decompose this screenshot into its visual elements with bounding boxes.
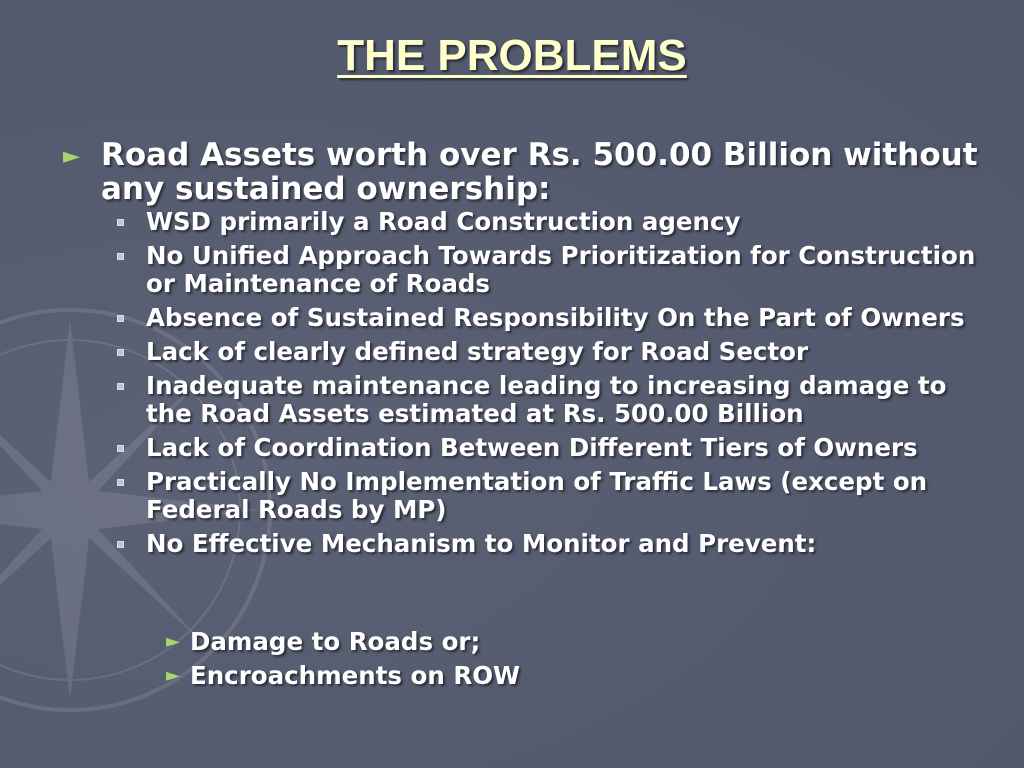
main-point-text: Road Assets worth over Rs. 500.00 Billion without any sustained ownership: xyxy=(101,137,978,207)
sub-point-text: Lack of clearly defined strategy for Road Sector xyxy=(146,337,809,366)
square-bullet-icon xyxy=(117,541,124,548)
sub-point-text: No Unified Approach Towards Prioritization for Construction or Maintenance of Roads xyxy=(146,241,976,298)
square-bullet-icon xyxy=(117,349,124,356)
square-bullet-icon xyxy=(117,315,124,322)
sub-point-list xyxy=(114,208,994,564)
sub-point xyxy=(114,530,994,558)
sub-point xyxy=(114,338,994,366)
sub-point-text: Absence of Sustained Responsibility On the Part of Owners xyxy=(146,303,965,332)
sub-point-text: Practically No Implementation of Traffic Laws (except on Federal Roads by MP) xyxy=(146,467,928,524)
third-level-text: Damage to Roads or; xyxy=(190,627,481,656)
third-level-text: Encroachments on ROW xyxy=(190,661,521,690)
sub-point xyxy=(114,372,994,428)
third-level-point xyxy=(166,662,520,696)
third-level-list xyxy=(166,628,520,696)
sub-point-text: No Effective Mechanism to Monitor and Prevent: xyxy=(146,529,817,558)
sub-point xyxy=(114,434,994,462)
triangle-right-icon: ► xyxy=(166,631,180,652)
sub-point xyxy=(114,468,994,524)
sub-point-text: WSD primarily a Road Construction agency xyxy=(146,207,741,236)
third-level-point xyxy=(166,628,520,662)
square-bullet-icon xyxy=(117,219,124,226)
sub-point xyxy=(114,242,994,298)
slide-title: THE PROBLEMS xyxy=(337,31,687,80)
sub-point-text: Inadequate maintenance leading to increasing damage to the Road Assets estimated at Rs. 500.00 Billion xyxy=(146,371,947,428)
triangle-right-icon: ► xyxy=(166,665,180,686)
square-bullet-icon xyxy=(117,383,124,390)
sub-point-text: Lack of Coordination Between Different Tiers of Owners xyxy=(146,433,918,462)
sub-point xyxy=(114,304,994,332)
main-point xyxy=(63,138,993,206)
sub-point xyxy=(114,208,994,236)
square-bullet-icon xyxy=(117,479,124,486)
square-bullet-icon xyxy=(117,253,124,260)
square-bullet-icon xyxy=(117,445,124,452)
triangle-right-icon: ► xyxy=(63,144,80,169)
